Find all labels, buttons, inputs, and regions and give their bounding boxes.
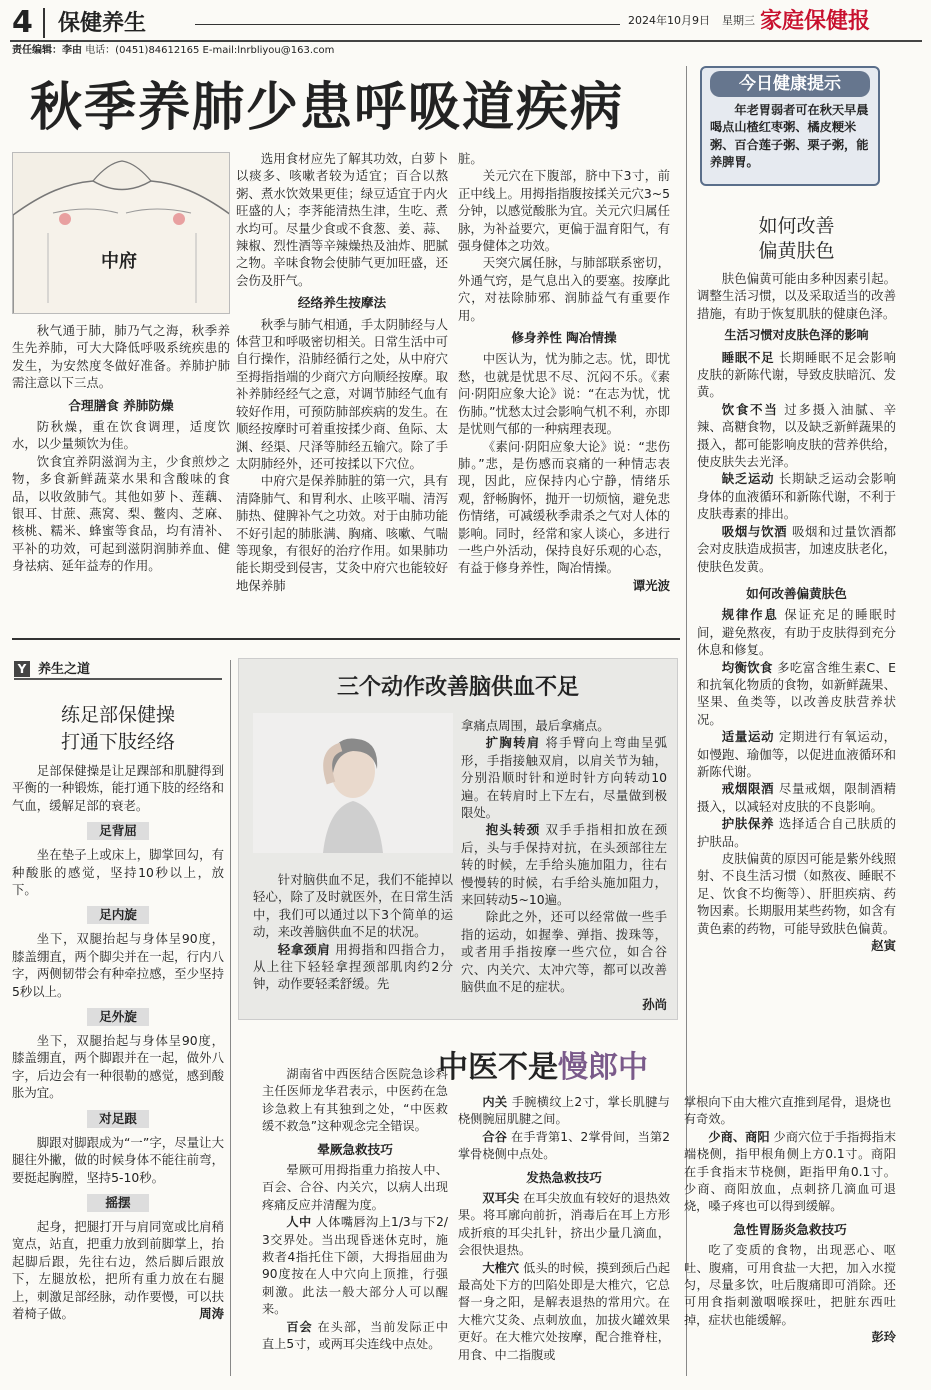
tcm-title-2: 慢郎中 (558, 1050, 648, 1085)
tcm-col-2 (458, 1094, 670, 1364)
main-col-3 (458, 150, 670, 594)
step-name: 摇摆 (87, 1194, 149, 1212)
issue-date: 2024年10月9日 (628, 14, 710, 27)
section-name: 保健养生 (58, 11, 147, 36)
keyword: 合谷 (482, 1129, 508, 1144)
page-header (0, 0, 931, 62)
paragraph: 针对脑供血不足，我们不能掉以轻心，除了及时就医外，在日常生活中，我们可以通过以下3个简单的运动，来改善脑供血不足的状况。 (253, 872, 453, 940)
keyword: 戒烟限酒 (721, 781, 775, 797)
tcm-title (438, 1048, 648, 1088)
keyword: 百会 (286, 1319, 313, 1334)
keyword: 双耳尖 (482, 1191, 520, 1206)
acupoint-label: 中府 (101, 251, 137, 272)
paragraph: 秋气通于肺，肺乃气之海，秋季养生先养肺，可大大降低呼吸系统疾患的发生，为安然度冬做好准备。养肺护肺需注意以下三点。 (12, 323, 230, 391)
list-item (458, 1260, 670, 1364)
paragraph: 中医认为，忧为肺之志。忧，即忧愁，也就是忧思不尽、沉闷不乐。《素问·阴阳应象大论》说：“在志为忧，忧伤肺。”忧愁太过会影响气机不利，亦即是忧则气郁的一种病理表现。 (458, 351, 670, 437)
paragraph: 选用食材应先了解其功效，白萝卜以痰多、咳嗽者较为适宜；百合以熬粥、煮水饮效果更佳；绿豆适宜于内火旺盛的人；李荠能清热生津，生吃、煮水均可。尽量少食或不食葱、姜、蒜、辣椒、烈性酒等辛辣燥热及油炸、肥腻之物。辛味食物会使肺气更加旺盛，还会伤及肝气。 (236, 151, 448, 288)
list-item (684, 1129, 896, 1216)
text: 多吃富含维生素C、E和抗氧化物质的食物，如新鲜蔬果、坚果、鱼类等，以改善皮肤营养状况。 (697, 659, 896, 727)
subheading: 晕厥急救技巧 (317, 1141, 393, 1157)
column-tag (14, 660, 222, 680)
text: 长期睡眠不足会影响皮肤的新陈代谢，导致皮肤暗沉、发黄。 (697, 349, 897, 400)
subheading: 修身养性 陶冶情操 (511, 330, 617, 346)
list-item (262, 1319, 448, 1354)
headache-photo (253, 713, 453, 853)
paragraph: 除此之外，还可以经常做一些手指的运动，如握拳、弹指、拨珠等，或者用手指按摩一些穴位，如合谷穴、内关穴、太冲穴等，都可以改善脑供血不足的症状。 (461, 909, 667, 995)
paragraph: 饮食宜养阴滋润为主，少食煎炒之物，多食新鲜蔬菜水果和含酸味的食品，以收敛肺气。其他如萝卜、莲藕、银耳、甘蔗、燕窝、梨、鳖肉、芝麻、核桃、糯米、蜂蜜等食品，均有清补、平补的功效，可起到滋阴润肺养血、健身祛病、延年益寿的作用。 (12, 453, 230, 574)
author: 谭光波 (632, 577, 670, 593)
paragraph: 关元穴在下腹部，脐中下3寸，前正中线上。用拇指指腹按揉关元穴3~5分钟，以感觉酸胀为宜。关元穴归属任脉，为补益要穴，更偏于温育阳气，有强身健体之功效。 (458, 168, 671, 254)
skin-title-2: 偏黄肤色 (758, 240, 835, 262)
list-item (697, 780, 896, 815)
keyword: 饮食不当 (721, 401, 779, 417)
text: 在耳尖放血有较好的退热效果。将耳廓向前折，消毒后在耳上方形成折痕的耳尖扎针，挤出少量几滴血，会很快退热。 (458, 1191, 671, 1258)
issue-weekday: 星期三 (722, 14, 755, 27)
list-item (697, 606, 896, 658)
keyword: 护肤保养 (721, 816, 775, 832)
tip-title: 今日健康提示 (710, 71, 870, 97)
text: 过多摄入油腻、辛辣、高糖食物，以及缺乏新鲜蔬果的摄入，都可能影响皮肤的营养供给，使皮肤失去光泽。 (697, 401, 896, 470)
list-item (262, 1214, 448, 1318)
paragraph: 肤色偏黄可能由多种因素引起。调整生活习惯，以及采取适当的改善措施，有助于恢复肌肤的健康色泽。 (697, 271, 896, 321)
health-tip-box (700, 66, 880, 186)
text: 尽量戒烟，限制酒精摄入，以减轻对皮肤的不良影响。 (697, 781, 897, 814)
list-item (697, 659, 896, 729)
keyword: 缺乏运动 (721, 471, 775, 487)
paragraph (461, 734, 667, 821)
text: 在头部，当前发际正中直上5寸，或两耳尖连线中点处。 (262, 1319, 449, 1352)
paper-name: 家庭保健报 (760, 9, 871, 34)
author: 孙尚 (642, 996, 667, 1012)
text: 人体嘴唇沟上1/3与下2/3交界处。当出现昏迷休克时，施救者4指托住下颌，大拇指屈曲为90度按在人中穴向上顶推，行强刺激。此法一般大部分人可以醒来。 (262, 1215, 449, 1317)
paragraph: 晕厥可用拇指重力掐按人中、百会、合谷、内关穴，以病人出现疼痛反应并清醒为度。 (262, 1163, 448, 1212)
author: 彭玲 (871, 1330, 896, 1345)
subheading: 急性胃肠炎急救技巧 (733, 1221, 847, 1237)
email: E-mail:lnrbliyou@163.com (202, 45, 335, 56)
keyword: 睡眠不足 (721, 349, 775, 365)
author: 赵寅 (871, 938, 896, 954)
keyword: 扩胸转肩 (485, 735, 541, 751)
skin-title-1: 如何改善 (758, 215, 835, 237)
main-col-1 (12, 322, 230, 575)
subheading: 经络养生按摩法 (297, 295, 387, 311)
paragraph: 坐下，双腿抬起与身体呈90度，膝盖绷直，两个脚尖并在一起，行内八字，两侧韧带会有种牵拉感，至少坚持5秒以上。 (12, 931, 224, 999)
brain-article (238, 658, 678, 1020)
step-name: 足背屈 (87, 822, 149, 840)
keyword: 内关 (482, 1095, 508, 1109)
paragraph: 坐下，双腿抬起与身体呈90度，膝盖绷直，两个脚跟并在一起，做外八字，后边会有一种很勒的感觉，感到酸胀为宜。 (12, 1033, 224, 1101)
brain-title: 三个动作改善脑供血不足 (336, 674, 579, 700)
paragraph: 足部保健操是让足踝部和肌腱得到平衡的一种锻炼，能打通下肢的经络和气血，缓解足部的衰老。 (12, 763, 224, 813)
text: 长期缺乏运动会影响身体的血液循环和新陈代谢，不利于皮肤毒素的排出。 (697, 471, 897, 522)
list-item (697, 815, 896, 850)
list-item (458, 1190, 670, 1260)
paragraph: 天突穴属任脉，与肺部联系密切，外通气窍，是气息出入的要塞。按摩此穴，对祛除肺邪、润肺益气有重要作用。 (458, 255, 670, 323)
paragraph: 秋季与肺气相通，手太阴肺经与人体营卫和呼吸密切相关。日常生活中可自行操作，沿肺经循行之处，从中府穴至拇指指端的少商穴方向顺经按摩。取补养肺经经气之意，对调节肺经气血有较好作用，可预防肺部疾病的发生。在顺经按摩时可着重按揉少商、鱼际、太渊、经渠、尺泽等肺经五输穴。除了手太阴肺经外，还可按揉以下穴位。 (236, 316, 448, 471)
step-name: 对足跟 (87, 1110, 149, 1128)
keyword: 大椎穴 (482, 1260, 520, 1275)
step-name: 足外旋 (87, 1008, 149, 1026)
keyword: 抱头转颈 (485, 822, 541, 838)
keyword: 适量运动 (721, 729, 775, 745)
step-name: 足内旋 (87, 906, 149, 924)
keyword: 轻拿颈肩 (277, 941, 331, 957)
paragraph (253, 941, 453, 993)
text: 吸烟和过量饮酒都会对皮肤造成损害，加速皮肤老化，使肤色发黄。 (697, 523, 897, 574)
text: 用拇指和四指合力，从上往下轻轻拿捏颈部肌肉约2分钟，动作要轻柔舒缓。先 (253, 941, 454, 992)
paragraph: 脚跟对脚跟成为“一”字，尽量让大腿往外撇，做的时候身体不能往前弯，要挺起胸膛，坚持5-10秒。 (12, 1134, 224, 1185)
paragraph: 吃了变质的食物，出现恶心、呕吐、腹痛，可用食盐一大把，加入水搅匀，尽量多饮，吐后腹痛即可消除。还可用食指刺激咽喉探吐，把脏东西吐掉，症状也能缓解。 (684, 1243, 896, 1327)
paragraph: 坐在垫子上或床上，脚掌回勾，有种酸胀的感觉，坚持10秒以上，放下。 (12, 847, 224, 898)
zhongfu-illustration (12, 152, 230, 314)
subheading: 如何改善偏黄肤色 (746, 585, 847, 601)
list-item (458, 1094, 670, 1129)
list-item (458, 1129, 670, 1164)
keyword: 人中 (286, 1215, 312, 1230)
subheading: 合理膳食 养肺防燥 (68, 397, 174, 413)
page-number: 4 (12, 5, 33, 40)
text: 保证充足的睡眠时间，避免熬夜，有助于皮肤得到充分休息和修复。 (697, 607, 896, 658)
tcm-col-1 (262, 1066, 448, 1354)
keyword: 规律作息 (721, 607, 779, 623)
text: 手腕横纹上2寸，掌长肌腱与桡侧腕屈肌腱之间。 (458, 1095, 670, 1127)
editor-line (12, 44, 334, 57)
paragraph: 中府穴是保养肺脏的第一穴，具有清降肺气、和胃利水、止咳平喘、清泻肺热、健脾补气之功效。对于由肺功能不好引起的肺胀满、胸痛、咳嗽、气喘等现象，有很好的治疗作用。如果肺功能长期受到侵害，艾灸中府穴也能较好地保养肺 (236, 473, 448, 593)
phone: 电话：(0451)84612165 (85, 45, 200, 56)
paragraph-continued: 掌根向下由大椎穴直推到尾骨，退烧也有奇效。 (684, 1095, 892, 1127)
skin-article (697, 214, 896, 954)
keyword: 均衡饮食 (721, 659, 773, 675)
woman-figure (253, 713, 453, 853)
torso-diagram (13, 153, 230, 314)
text: 低头的时候，摸到颈后凸起最高处下方的凹陷处即是大椎穴，它总督一身之阳，是解表退热的常用穴。在大椎穴艾灸、点刺放血，加拔火罐效果更好。在大椎穴处按摩，配合推脊柱，用食、中二指腹或 (458, 1260, 671, 1362)
brain-col-left (253, 871, 453, 993)
list-item (697, 523, 896, 575)
paragraph: 起身，把腿打开与肩同宽或比肩稍宽点，站直，把重力放到前脚掌上，抬起脚后跟，先往右边，然后脚后跟放下，左腿放松，把所有重力放在右腿上，刺激足部经脉，动作要慢，可以扶着椅子做。 (12, 1218, 224, 1321)
paragraph: 防秋燥，重在饮食调理，适度饮水，以少量频饮为佳。 (12, 419, 230, 452)
list-item (697, 349, 896, 401)
list-item (697, 470, 896, 522)
paragraph-continued: 脏。 (458, 151, 483, 166)
paragraph (461, 821, 667, 908)
tcm-col-3 (684, 1094, 896, 1347)
text: 定期进行有氧运动，如慢跑、瑜伽等，以促进血液循环和新陈代谢。 (697, 729, 897, 779)
text: 少商穴位于手指拇指末端桡侧，指甲根角侧上方0.1寸。商阳在手食指末节桡侧，距指甲角0.1寸。少商、商阳放血，点刺挤几滴血可退烧，嗓子疼也可以得到缓解。 (684, 1129, 897, 1214)
headline: 秋季养肺少患呼吸道疾病 (30, 77, 625, 138)
keyword: 少商、商阳 (708, 1129, 770, 1144)
brain-col-right (461, 717, 667, 1013)
paragraph-continued: 拿痛点周围，最后拿痛点。 (461, 718, 610, 733)
list-item (697, 728, 896, 780)
foot-article (12, 702, 224, 1323)
list-item (697, 401, 896, 471)
text: 选择适合自己肤质的护肤品。 (697, 816, 897, 849)
keyword: 吸烟与饮酒 (721, 523, 788, 539)
paragraph: 湖南省中西医结合医院急诊科主任医师龙华君表示，中医药在急诊急救上有其独到之处，“中医救缓不救急”这种观念完全错误。 (262, 1067, 448, 1134)
editor: 责任编辑：李由 (12, 45, 82, 56)
paragraph: 皮肤偏黄的原因可能是紫外线照射、不良生活习惯（如熬夜、睡眠不足、饮食不均衡等）、肝胆疾病、药物因素。长期服用某些药物，如含有黄色素的药物，可能导致肤色偏黄。 (697, 851, 896, 936)
text: 将手臂向上弯曲呈弧形，手指接触双肩，以肩关节为轴，分别沿顺时针和逆时针方向转动10遍。在转肩时上下左右，尽量做到极限处。 (461, 735, 667, 821)
main-col-2 (236, 150, 448, 594)
foot-title-2: 打通下肢经络 (60, 731, 175, 753)
text: 在手背第1、2掌骨间，当第2掌骨桡侧中点处。 (458, 1129, 671, 1162)
author: 周涛 (199, 1306, 224, 1322)
tip-text: 年老胃弱者可在秋天早晨喝点山楂红枣粥、橘皮粳米粥、百合莲子粥、栗子粥，能养脾胃。 (710, 103, 869, 170)
subheading: 发热急救技巧 (526, 1169, 602, 1185)
column-icon: Y (14, 661, 30, 677)
paragraph: 《素问·阴阳应象大论》说：“悲伤肺。”悲，是伤感而哀痛的一种情志表现，因此，应保持内心宁静，情绪乐观，舒畅胸怀，抛开一切烦恼，避免悲伤情绪，可减缓秋季肃杀之气对人体的影响。同时，经常和家人谈心，多进行一些户外活动，保持良好乐观的心态，有益于修身养性，陶冶情操。 (458, 438, 670, 576)
foot-title-1: 练足部保健操 (60, 704, 175, 726)
column-name: 养生之道 (37, 662, 90, 677)
subheading: 生活习惯对皮肤色泽的影响 (724, 328, 869, 343)
tcm-title-1: 中医不是 (438, 1050, 558, 1085)
text: 双手手指相扣放在颈后，头与手保持对抗，在头颈部往左转的时候，左手给头施加阻力，往右慢慢转的时候，右手给头施加阻力，来回转动5~10遍。 (461, 822, 667, 908)
